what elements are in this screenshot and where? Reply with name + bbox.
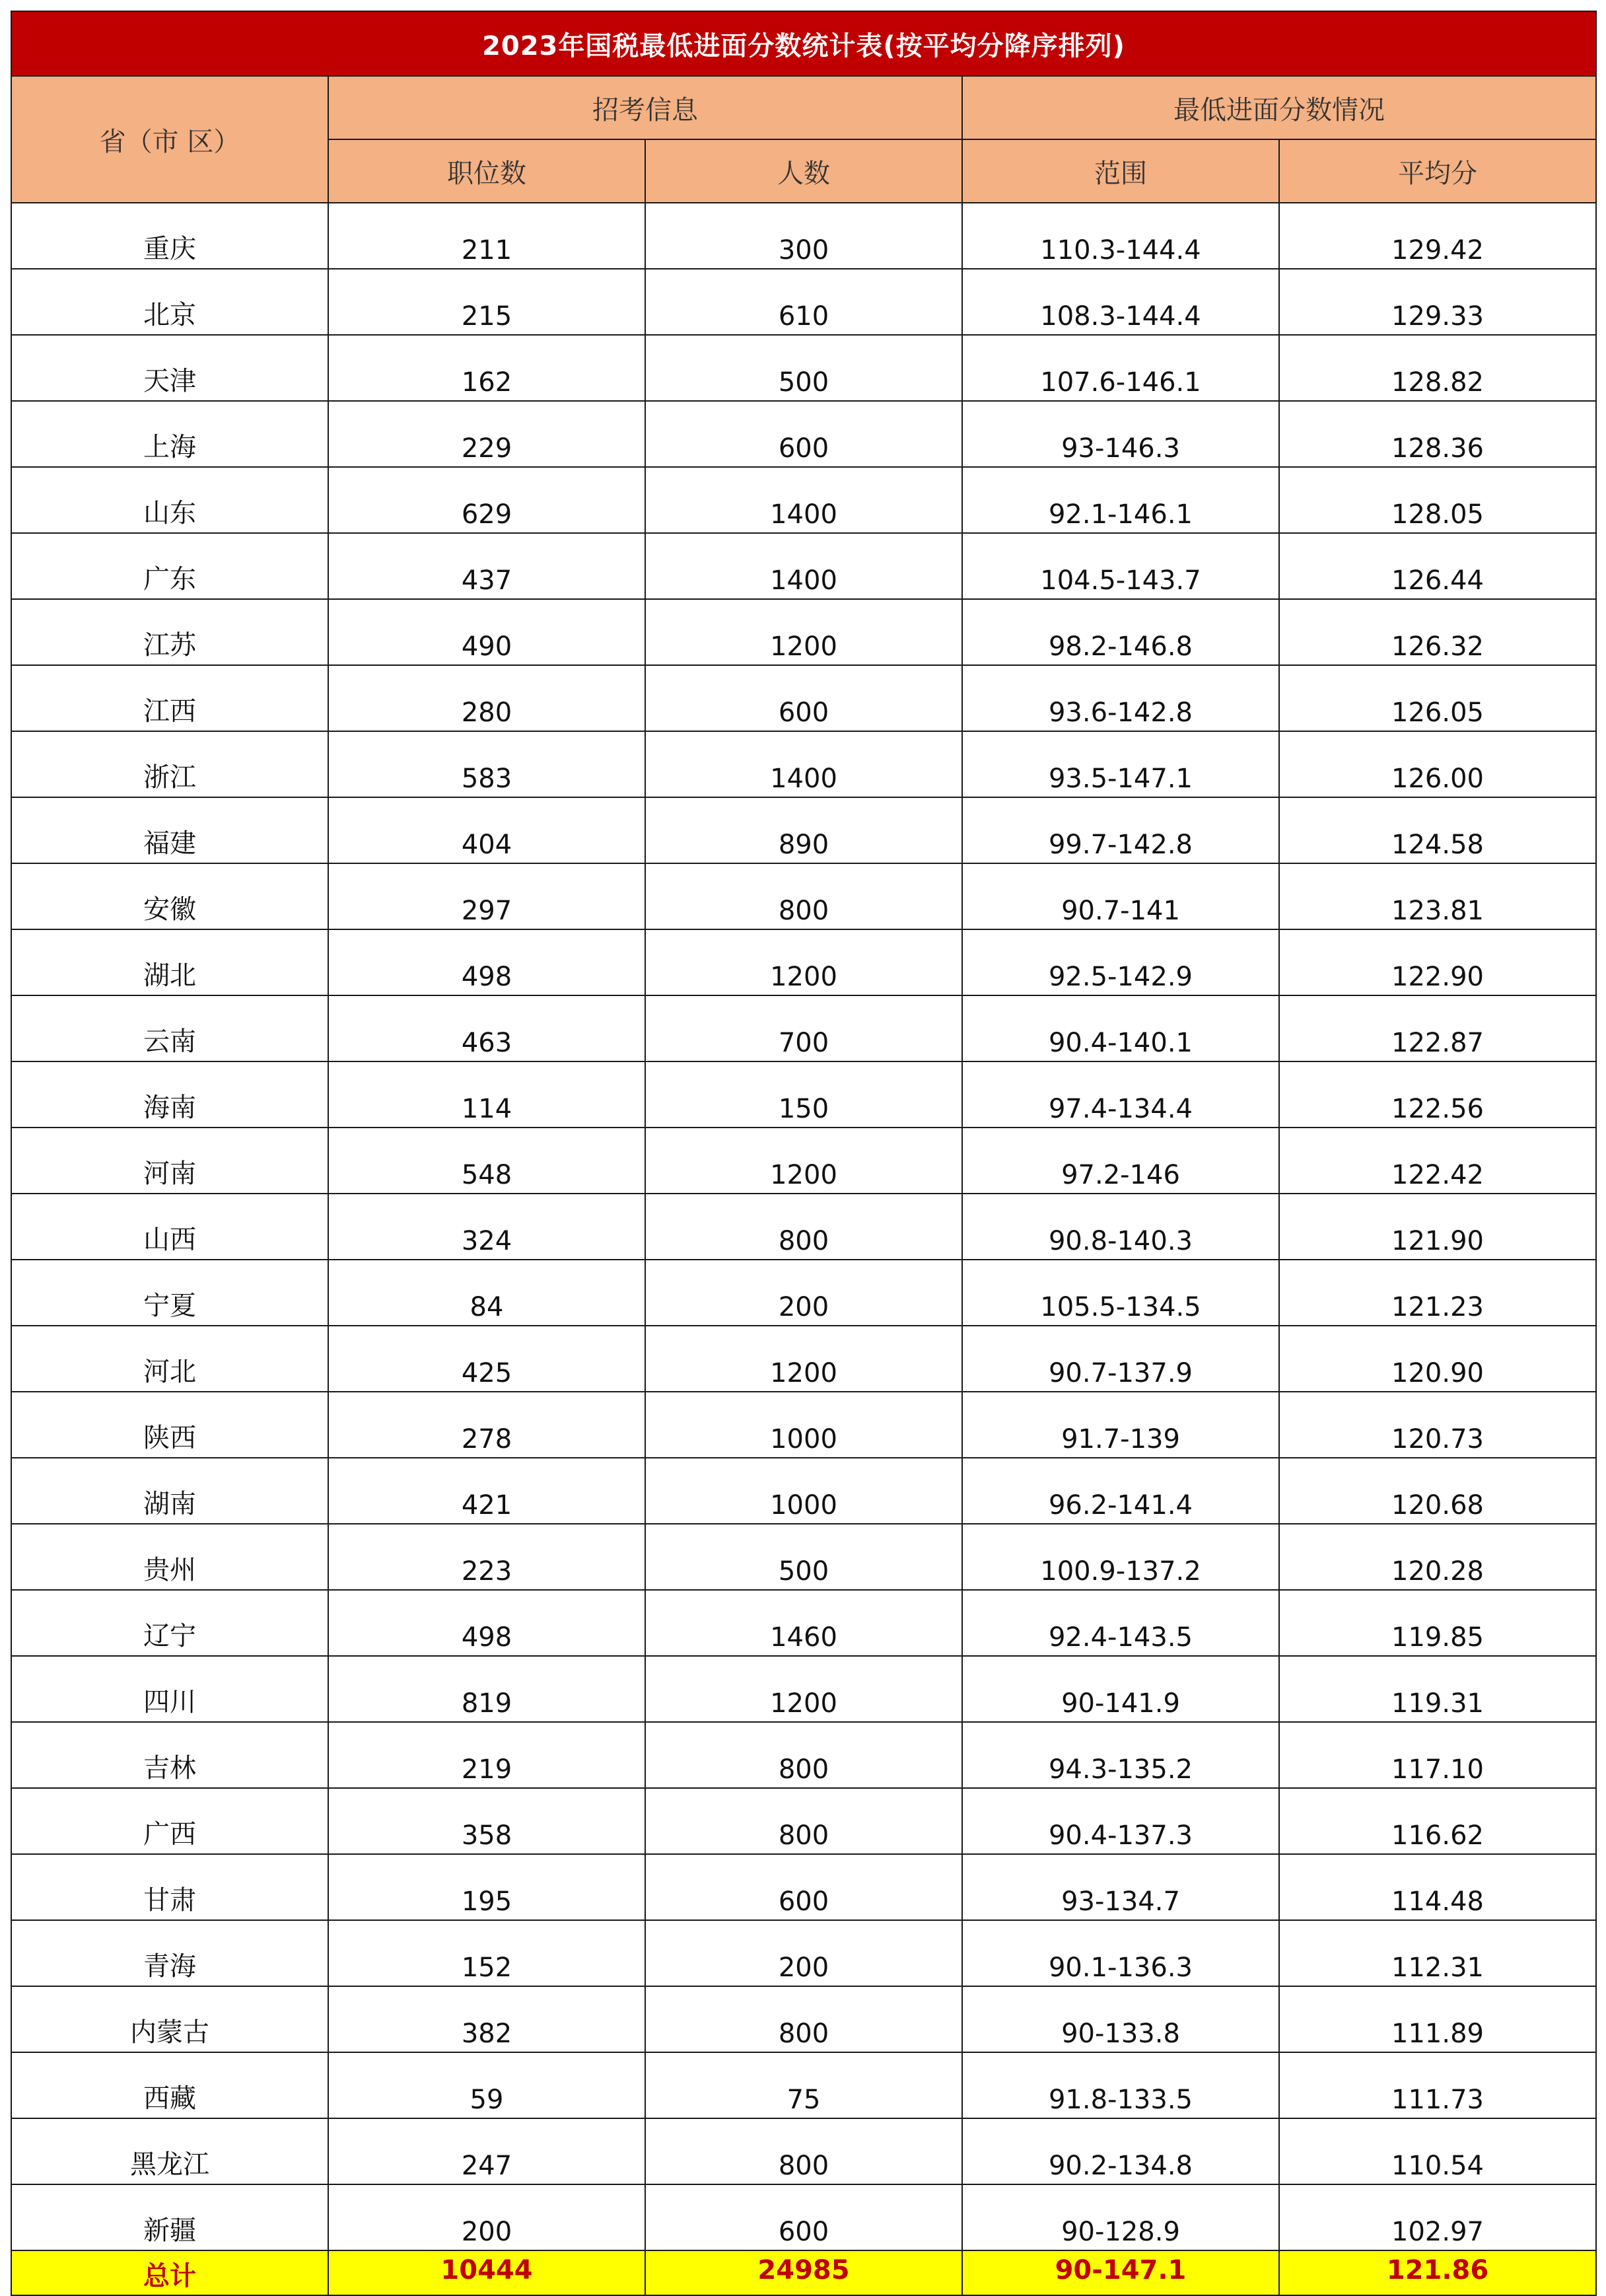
total-label: 总计 bbox=[11, 2250, 328, 2295]
cell-average: 129.42 bbox=[1279, 203, 1596, 269]
cell-province: 江西 bbox=[11, 665, 328, 731]
cell-average: 122.56 bbox=[1279, 1061, 1596, 1128]
cell-positions: 200 bbox=[328, 2184, 645, 2250]
cell-people: 1200 bbox=[645, 929, 962, 995]
cell-range: 90.7-141 bbox=[962, 863, 1279, 929]
cell-range: 91.7-139 bbox=[962, 1392, 1279, 1458]
table-row bbox=[11, 1524, 1596, 1590]
cell-people: 1400 bbox=[645, 533, 962, 599]
cell-range: 90-141.9 bbox=[962, 1656, 1279, 1722]
cell-province: 山东 bbox=[11, 467, 328, 533]
cell-positions: 278 bbox=[328, 1392, 645, 1458]
cell-range: 110.3-144.4 bbox=[962, 203, 1279, 269]
cell-province: 宁夏 bbox=[11, 1260, 328, 1326]
cell-range: 93.5-147.1 bbox=[962, 731, 1279, 797]
table-row bbox=[11, 863, 1596, 929]
header-group-recruitment: 招考信息 bbox=[328, 76, 962, 139]
table-row bbox=[11, 929, 1596, 995]
cell-average: 110.54 bbox=[1279, 2118, 1596, 2184]
cell-average: 123.81 bbox=[1279, 863, 1596, 929]
table-row bbox=[11, 1656, 1596, 1722]
table-row bbox=[11, 1788, 1596, 1854]
table-row bbox=[11, 401, 1596, 467]
cell-people: 1400 bbox=[645, 731, 962, 797]
cell-positions: 382 bbox=[328, 1986, 645, 2052]
table-row bbox=[11, 797, 1596, 863]
cell-range: 108.3-144.4 bbox=[962, 269, 1279, 335]
cell-range: 92.1-146.1 bbox=[962, 467, 1279, 533]
cell-people: 800 bbox=[645, 2118, 962, 2184]
cell-positions: 114 bbox=[328, 1061, 645, 1128]
cell-average: 129.33 bbox=[1279, 269, 1596, 335]
table-row bbox=[11, 731, 1596, 797]
cell-positions: 84 bbox=[328, 1260, 645, 1326]
cell-province: 重庆 bbox=[11, 203, 328, 269]
cell-average: 128.05 bbox=[1279, 467, 1596, 533]
table-row bbox=[11, 1326, 1596, 1392]
cell-average: 128.36 bbox=[1279, 401, 1596, 467]
spreadsheet-view bbox=[11, 11, 1595, 2296]
cell-range: 90.8-140.3 bbox=[962, 1194, 1279, 1260]
cell-province: 安徽 bbox=[11, 863, 328, 929]
cell-people: 610 bbox=[645, 269, 962, 335]
cell-range: 99.7-142.8 bbox=[962, 797, 1279, 863]
cell-range: 93.6-142.8 bbox=[962, 665, 1279, 731]
cell-province: 湖北 bbox=[11, 929, 328, 995]
cell-average: 111.73 bbox=[1279, 2052, 1596, 2118]
cell-positions: 229 bbox=[328, 401, 645, 467]
cell-average: 114.48 bbox=[1279, 1854, 1596, 1920]
table-row bbox=[11, 203, 1596, 269]
cell-average: 126.05 bbox=[1279, 665, 1596, 731]
cell-province: 甘肃 bbox=[11, 1854, 328, 1920]
table-row bbox=[11, 1128, 1596, 1194]
cell-positions: 404 bbox=[328, 797, 645, 863]
cell-positions: 498 bbox=[328, 1590, 645, 1656]
table-row bbox=[11, 665, 1596, 731]
cell-range: 107.6-146.1 bbox=[962, 335, 1279, 401]
cell-people: 890 bbox=[645, 797, 962, 863]
table-row bbox=[11, 599, 1596, 665]
table-row bbox=[11, 1194, 1596, 1260]
cell-positions: 219 bbox=[328, 1722, 645, 1788]
header-positions: 职位数 bbox=[328, 139, 645, 203]
cell-province: 云南 bbox=[11, 995, 328, 1061]
cell-province: 广西 bbox=[11, 1788, 328, 1854]
table-row bbox=[11, 335, 1596, 401]
cell-range: 90.4-137.3 bbox=[962, 1788, 1279, 1854]
cell-average: 102.97 bbox=[1279, 2184, 1596, 2250]
cell-people: 300 bbox=[645, 203, 962, 269]
cell-average: 112.31 bbox=[1279, 1920, 1596, 1986]
cell-people: 1400 bbox=[645, 467, 962, 533]
cell-range: 90.7-137.9 bbox=[962, 1326, 1279, 1392]
cell-average: 120.68 bbox=[1279, 1458, 1596, 1524]
cell-range: 90.4-140.1 bbox=[962, 995, 1279, 1061]
cell-range: 100.9-137.2 bbox=[962, 1524, 1279, 1590]
cell-positions: 280 bbox=[328, 665, 645, 731]
cell-province: 湖南 bbox=[11, 1458, 328, 1524]
cell-average: 119.31 bbox=[1279, 1656, 1596, 1722]
cell-range: 90.1-136.3 bbox=[962, 1920, 1279, 1986]
cell-people: 1000 bbox=[645, 1392, 962, 1458]
cell-average: 124.58 bbox=[1279, 797, 1596, 863]
cell-average: 117.10 bbox=[1279, 1722, 1596, 1788]
table-row bbox=[11, 1260, 1596, 1326]
table-row bbox=[11, 2052, 1596, 2118]
table-row bbox=[11, 1854, 1596, 1920]
cell-average: 120.28 bbox=[1279, 1524, 1596, 1590]
cell-positions: 583 bbox=[328, 731, 645, 797]
cell-province: 青海 bbox=[11, 1920, 328, 1986]
cell-average: 120.73 bbox=[1279, 1392, 1596, 1458]
table-row bbox=[11, 467, 1596, 533]
cell-province: 黑龙江 bbox=[11, 2118, 328, 2184]
cell-positions: 819 bbox=[328, 1656, 645, 1722]
total-people: 24985 bbox=[645, 2250, 962, 2295]
table-row bbox=[11, 1061, 1596, 1128]
cell-average: 120.90 bbox=[1279, 1326, 1596, 1392]
cell-range: 93-146.3 bbox=[962, 401, 1279, 467]
cell-average: 126.44 bbox=[1279, 533, 1596, 599]
table-row bbox=[11, 2118, 1596, 2184]
cell-province: 浙江 bbox=[11, 731, 328, 797]
cell-province: 贵州 bbox=[11, 1524, 328, 1590]
cell-people: 700 bbox=[645, 995, 962, 1061]
cell-positions: 498 bbox=[328, 929, 645, 995]
cell-range: 92.5-142.9 bbox=[962, 929, 1279, 995]
header-average: 平均分 bbox=[1279, 139, 1596, 203]
table-row bbox=[11, 533, 1596, 599]
cell-average: 111.89 bbox=[1279, 1986, 1596, 2052]
cell-positions: 211 bbox=[328, 203, 645, 269]
cell-people: 800 bbox=[645, 1986, 962, 2052]
cell-range: 90-128.9 bbox=[962, 2184, 1279, 2250]
table-row bbox=[11, 1392, 1596, 1458]
cell-people: 75 bbox=[645, 2052, 962, 2118]
cell-positions: 425 bbox=[328, 1326, 645, 1392]
cell-province: 福建 bbox=[11, 797, 328, 863]
cell-province: 西藏 bbox=[11, 2052, 328, 2118]
cell-province: 江苏 bbox=[11, 599, 328, 665]
table-row bbox=[11, 2184, 1596, 2250]
cell-range: 91.8-133.5 bbox=[962, 2052, 1279, 2118]
table-row bbox=[11, 1722, 1596, 1788]
cell-province: 四川 bbox=[11, 1656, 328, 1722]
table-row bbox=[11, 995, 1596, 1061]
cell-range: 98.2-146.8 bbox=[962, 599, 1279, 665]
cell-province: 陕西 bbox=[11, 1392, 328, 1458]
header-people: 人数 bbox=[645, 139, 962, 203]
cell-province: 上海 bbox=[11, 401, 328, 467]
cell-positions: 162 bbox=[328, 335, 645, 401]
cell-average: 126.00 bbox=[1279, 731, 1596, 797]
cell-province: 内蒙古 bbox=[11, 1986, 328, 2052]
cell-positions: 297 bbox=[328, 863, 645, 929]
cell-people: 600 bbox=[645, 401, 962, 467]
cell-positions: 548 bbox=[328, 1128, 645, 1194]
cell-people: 150 bbox=[645, 1061, 962, 1128]
table-row bbox=[11, 269, 1596, 335]
cell-positions: 223 bbox=[328, 1524, 645, 1590]
cell-positions: 463 bbox=[328, 995, 645, 1061]
total-row bbox=[11, 2250, 1596, 2295]
header-province: 省（市 区） bbox=[11, 76, 328, 203]
header-group-min-score: 最低进面分数情况 bbox=[962, 76, 1596, 139]
cell-range: 96.2-141.4 bbox=[962, 1458, 1279, 1524]
cell-positions: 490 bbox=[328, 599, 645, 665]
cell-positions: 59 bbox=[328, 2052, 645, 2118]
table-row bbox=[11, 1458, 1596, 1524]
cell-people: 500 bbox=[645, 1524, 962, 1590]
cell-province: 河北 bbox=[11, 1326, 328, 1392]
cell-people: 800 bbox=[645, 1722, 962, 1788]
cell-average: 116.62 bbox=[1279, 1788, 1596, 1854]
total-positions: 10444 bbox=[328, 2250, 645, 2295]
table-body bbox=[11, 203, 1596, 2250]
cell-province: 海南 bbox=[11, 1061, 328, 1128]
cell-people: 800 bbox=[645, 1194, 962, 1260]
cell-range: 104.5-143.7 bbox=[962, 533, 1279, 599]
cell-people: 800 bbox=[645, 863, 962, 929]
score-statistics-table bbox=[11, 11, 1597, 2296]
cell-positions: 437 bbox=[328, 533, 645, 599]
cell-average: 122.87 bbox=[1279, 995, 1596, 1061]
cell-average: 128.82 bbox=[1279, 335, 1596, 401]
cell-average: 121.23 bbox=[1279, 1260, 1596, 1326]
cell-people: 1000 bbox=[645, 1458, 962, 1524]
cell-range: 90-133.8 bbox=[962, 1986, 1279, 2052]
table-title: 2023年国税最低进面分数统计表(按平均分降序排列) bbox=[11, 11, 1596, 76]
cell-positions: 195 bbox=[328, 1854, 645, 1920]
cell-range: 94.3-135.2 bbox=[962, 1722, 1279, 1788]
header-range: 范围 bbox=[962, 139, 1279, 203]
cell-range: 97.4-134.4 bbox=[962, 1061, 1279, 1128]
cell-people: 500 bbox=[645, 335, 962, 401]
cell-province: 新疆 bbox=[11, 2184, 328, 2250]
cell-province: 广东 bbox=[11, 533, 328, 599]
cell-positions: 247 bbox=[328, 2118, 645, 2184]
table-row bbox=[11, 1920, 1596, 1986]
cell-province: 山西 bbox=[11, 1194, 328, 1260]
cell-province: 河南 bbox=[11, 1128, 328, 1194]
cell-positions: 152 bbox=[328, 1920, 645, 1986]
cell-positions: 421 bbox=[328, 1458, 645, 1524]
cell-average: 121.90 bbox=[1279, 1194, 1596, 1260]
cell-average: 122.90 bbox=[1279, 929, 1596, 995]
cell-average: 122.42 bbox=[1279, 1128, 1596, 1194]
cell-range: 93-134.7 bbox=[962, 1854, 1279, 1920]
cell-people: 200 bbox=[645, 1920, 962, 1986]
cell-people: 1460 bbox=[645, 1590, 962, 1656]
table-row bbox=[11, 1986, 1596, 2052]
cell-range: 105.5-134.5 bbox=[962, 1260, 1279, 1326]
cell-people: 1200 bbox=[645, 1656, 962, 1722]
cell-positions: 215 bbox=[328, 269, 645, 335]
total-average: 121.86 bbox=[1279, 2250, 1596, 2295]
cell-positions: 629 bbox=[328, 467, 645, 533]
cell-people: 200 bbox=[645, 1260, 962, 1326]
cell-people: 1200 bbox=[645, 1326, 962, 1392]
table-row bbox=[11, 1590, 1596, 1656]
cell-positions: 358 bbox=[328, 1788, 645, 1854]
cell-positions: 324 bbox=[328, 1194, 645, 1260]
cell-average: 126.32 bbox=[1279, 599, 1596, 665]
cell-range: 97.2-146 bbox=[962, 1128, 1279, 1194]
cell-people: 1200 bbox=[645, 1128, 962, 1194]
total-range: 90-147.1 bbox=[962, 2250, 1279, 2295]
cell-average: 119.85 bbox=[1279, 1590, 1596, 1656]
cell-range: 92.4-143.5 bbox=[962, 1590, 1279, 1656]
cell-province: 辽宁 bbox=[11, 1590, 328, 1656]
cell-province: 吉林 bbox=[11, 1722, 328, 1788]
cell-people: 600 bbox=[645, 1854, 962, 1920]
cell-province: 天津 bbox=[11, 335, 328, 401]
cell-people: 1200 bbox=[645, 599, 962, 665]
cell-province: 北京 bbox=[11, 269, 328, 335]
cell-people: 600 bbox=[645, 665, 962, 731]
cell-range: 90.2-134.8 bbox=[962, 2118, 1279, 2184]
cell-people: 600 bbox=[645, 2184, 962, 2250]
cell-people: 800 bbox=[645, 1788, 962, 1854]
